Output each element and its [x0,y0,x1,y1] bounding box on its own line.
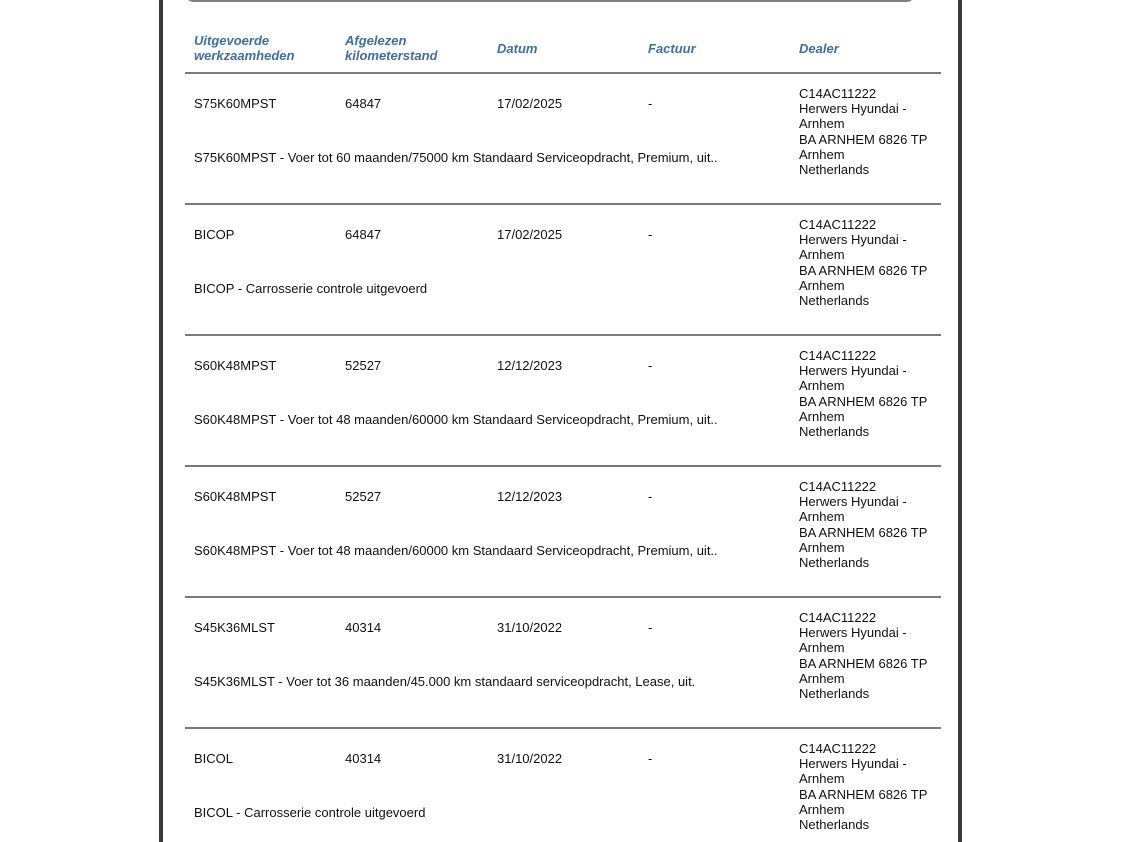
odometer-reading: 52527 [345,489,382,504]
dealer-line: Netherlands [799,555,870,571]
work-code: S45K36MLST [194,620,275,635]
dealer-line: BA ARNHEM 6826 TP [799,262,928,278]
service-date: 17/02/2025 [497,96,563,111]
invoice-value: - [648,96,653,111]
dealer-line: BA ARNHEM 6826 TP [799,655,928,671]
table-row [185,598,941,729]
work-code: BICOL [194,751,234,766]
header-dealer: Dealer [799,41,839,56]
header-line: kilometerstand [345,48,438,63]
dealer-line: BA ARNHEM 6826 TP [799,393,928,409]
dealer-line: Netherlands [799,424,870,440]
page-left-border [159,0,163,842]
dealer-line: C14AC11222 [799,741,877,756]
service-date: 12/12/2023 [497,358,563,373]
header-line: werkzaamheden [194,48,295,63]
dealer-address [799,741,939,832]
dealer-line: Arnhem [799,539,845,555]
odometer-reading: 64847 [345,96,382,111]
odometer-reading: 40314 [345,620,382,635]
table-header [185,33,941,73]
work-description: S60K48MPST - Voer tot 48 maanden/60000 km Standaard Serviceopdracht, Premium, uit.. [194,412,718,427]
dealer-address [799,217,939,308]
dealer-line: Arnhem [799,509,845,525]
dealer-line: C14AC11222 [799,348,877,363]
work-code: S60K48MPST [194,358,277,373]
dealer-line: Herwers Hyundai - [799,101,907,117]
dealer-line: Netherlands [799,686,870,702]
dealer-line: Arnhem [799,146,845,162]
odometer-reading: 40314 [345,751,382,766]
table-row [185,467,941,598]
work-description: S45K36MLST - Voer tot 36 maanden/45.000 km standaard serviceopdracht, Lease, uit. [194,674,696,689]
dealer-line: Arnhem [799,277,845,293]
dealer-line: Arnhem [799,640,845,656]
header-line: Uitgevoerde [194,33,270,48]
dealer-line: C14AC11222 [799,610,877,625]
dealer-line: Arnhem [799,247,845,263]
work-description: BICOP - Carrosserie controle uitgevoerd [194,281,428,296]
odometer-reading: 52527 [345,358,382,373]
dealer-line: Arnhem [799,378,845,394]
page-right-border [958,0,962,842]
work-description: BICOL - Carrosserie controle uitgevoerd [194,805,426,820]
service-date: 31/10/2022 [497,620,563,635]
dealer-line: BA ARNHEM 6826 TP [799,786,928,802]
previous-section-box [184,0,916,2]
work-description: S75K60MPST - Voer tot 60 maanden/75000 km Standaard Serviceopdracht, Premium, uit.. [194,150,718,165]
header-line: Afgelezen [345,33,407,48]
service-date: 31/10/2022 [497,751,563,766]
table-row [185,74,941,205]
dealer-line: Herwers Hyundai - [799,756,907,772]
invoice-value: - [648,358,653,373]
dealer-line: Arnhem [799,670,845,686]
dealer-address [799,479,939,570]
dealer-line: Herwers Hyundai - [799,363,907,379]
dealer-line: C14AC11222 [799,479,877,494]
header-uitgevoerde-werkzaamheden [194,33,294,63]
dealer-address [799,610,939,701]
dealer-line: Herwers Hyundai - [799,494,907,510]
dealer-line: BA ARNHEM 6826 TP [799,131,928,147]
odometer-reading: 64847 [345,227,382,242]
dealer-line: C14AC11222 [799,86,877,101]
dealer-line: Arnhem [799,116,845,132]
dealer-line: BA ARNHEM 6826 TP [799,524,928,540]
header-datum: Datum [497,41,538,56]
dealer-line: Arnhem [799,801,845,817]
dealer-line: Netherlands [799,817,870,833]
work-code: BICOP [194,227,235,242]
dealer-line: Netherlands [799,293,870,309]
dealer-line: C14AC11222 [799,217,877,232]
invoice-value: - [648,489,653,504]
service-date: 12/12/2023 [497,489,563,504]
work-code: S75K60MPST [194,96,277,111]
header-factuur: Factuur [648,41,696,56]
invoice-value: - [648,227,653,242]
dealer-line: Arnhem [799,771,845,787]
service-date: 17/02/2025 [497,227,563,242]
work-description: S60K48MPST - Voer tot 48 maanden/60000 km Standaard Serviceopdracht, Premium, uit.. [194,543,718,558]
invoice-value: - [648,620,653,635]
dealer-line: Netherlands [799,162,870,178]
table-row [185,205,941,336]
dealer-line: Herwers Hyundai - [799,625,907,641]
dealer-line: Arnhem [799,408,845,424]
invoice-value: - [648,751,653,766]
dealer-address [799,348,939,439]
table-row [185,729,941,842]
work-code: S60K48MPST [194,489,277,504]
dealer-line: Herwers Hyundai - [799,232,907,248]
table-row [185,336,941,467]
dealer-address [799,86,939,177]
header-afgelezen-kilometerstand [345,33,437,63]
